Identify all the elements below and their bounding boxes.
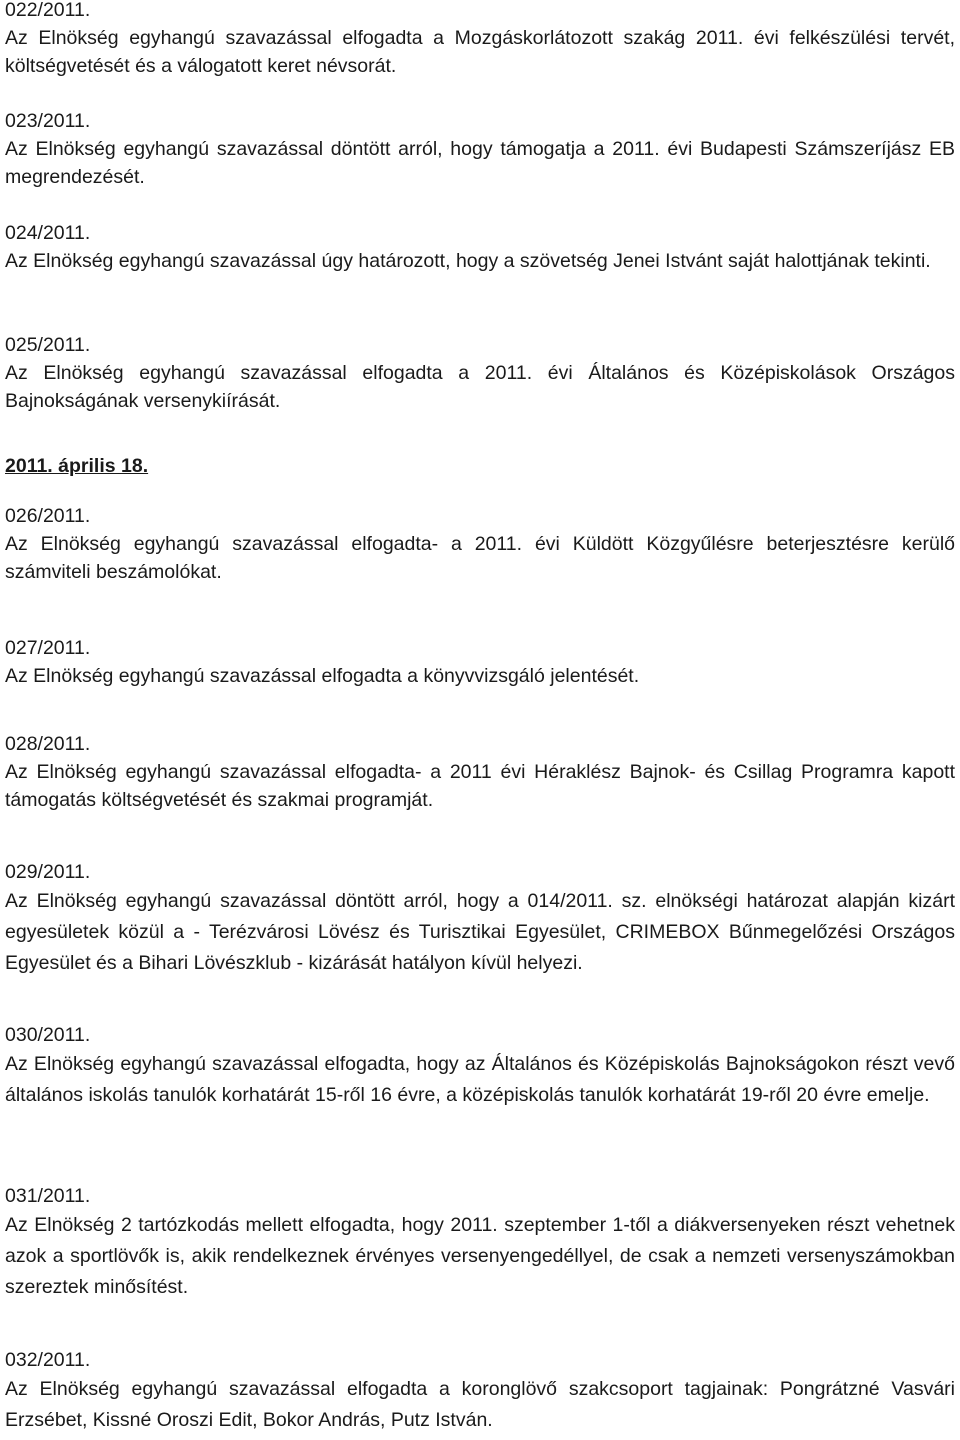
decision-031 <box>5 1182 955 1303</box>
decision-029 <box>5 858 955 979</box>
decision-number: 030/2011. <box>5 1024 91 1046</box>
decision-number: 026/2011. <box>5 505 91 527</box>
decision-number: 025/2011. <box>5 334 91 356</box>
decision-text: Az Elnökség egyhangú szavazással elfogadta, hogy az Általános és Középiskolás Bajnokságokon részt vevő általános iskolás tanulók korhatárát 15-ről 16 évre, a középiskolás tanulók korhatárát 19-ről 20 évre emelje. <box>5 1053 955 1106</box>
decision-number: 029/2011. <box>5 861 91 883</box>
decision-025 <box>5 331 955 415</box>
decision-number: 031/2011. <box>5 1185 91 1207</box>
decision-text: Az Elnökség egyhangú szavazással elfogadta- a 2011 évi Héraklész Bajnok- és Csillag Programra kapott támogatás költségvetését és szakmai programját. <box>5 761 955 811</box>
decision-024 <box>5 219 955 275</box>
decision-text: Az Elnökség 2 tartózkodás mellett elfogadta, hogy 2011. szeptember 1-től a diákversenyeken részt vehetnek azok a sportlövők is, akik rendelkeznek érvényes versenyengedéllyel, de csak a nemzeti versenyszámokban szereztek minősítést. <box>5 1214 955 1298</box>
decision-023 <box>5 107 955 191</box>
decision-number: 023/2011. <box>5 110 91 132</box>
decision-022 <box>5 0 955 80</box>
decision-030 <box>5 1021 955 1111</box>
decision-027 <box>5 634 955 690</box>
decision-028 <box>5 730 955 814</box>
decision-text: Az Elnökség egyhangú szavazással úgy határozott, hogy a szövetség Jenei Istvánt saját halottjának tekinti. <box>5 250 931 272</box>
decision-number: 028/2011. <box>5 733 91 755</box>
decision-032 <box>5 1346 955 1436</box>
decision-number: 022/2011. <box>5 0 91 21</box>
decision-text: Az Elnökség egyhangú szavazással elfogadta a 2011. évi Általános és Középiskolások Országos Bajnokságának versenykiírását. <box>5 362 955 412</box>
date-heading: 2011. április 18. <box>5 455 149 477</box>
decision-text: Az Elnökség egyhangú szavazással elfogadta a könyvvizsgáló jelentését. <box>5 665 640 687</box>
decision-text: Az Elnökség egyhangú szavazással elfogadta a Mozgáskorlátozott szakág 2011. évi felkészülési tervét, költségvetését és a válogatott keret névsorát. <box>5 27 955 77</box>
decision-text: Az Elnökség egyhangú szavazással elfogadta- a 2011. évi Küldött Közgyűlésre beterjesztésre kerülő számviteli beszámolókat. <box>5 533 955 583</box>
decision-text: Az Elnökség egyhangú szavazással döntött arról, hogy támogatja a 2011. évi Budapesti Számszeríjász EB megrendezését. <box>5 138 955 188</box>
decision-number: 032/2011. <box>5 1349 91 1371</box>
decision-number: 027/2011. <box>5 637 91 659</box>
decision-text: Az Elnökség egyhangú szavazással elfogadta a koronglövő szakcsoport tagjainak: Pongrátzné Vasvári Erzsébet, Kissné Oroszi Edit, Bokor András, Putz István. <box>5 1378 955 1431</box>
decision-number: 024/2011. <box>5 222 91 244</box>
decision-026 <box>5 502 955 586</box>
decision-text: Az Elnökség egyhangú szavazással döntött arról, hogy a 014/2011. sz. elnökségi határozat alapján kizárt egyesületek közül a - Terézvárosi Lövész és Turisztikai Egyesület, CRIMEBOX Bűnmegelőzési Országos Egyesület és a Bihari Lövészklub - kizárását hatályon kívül helyezi. <box>5 890 955 974</box>
